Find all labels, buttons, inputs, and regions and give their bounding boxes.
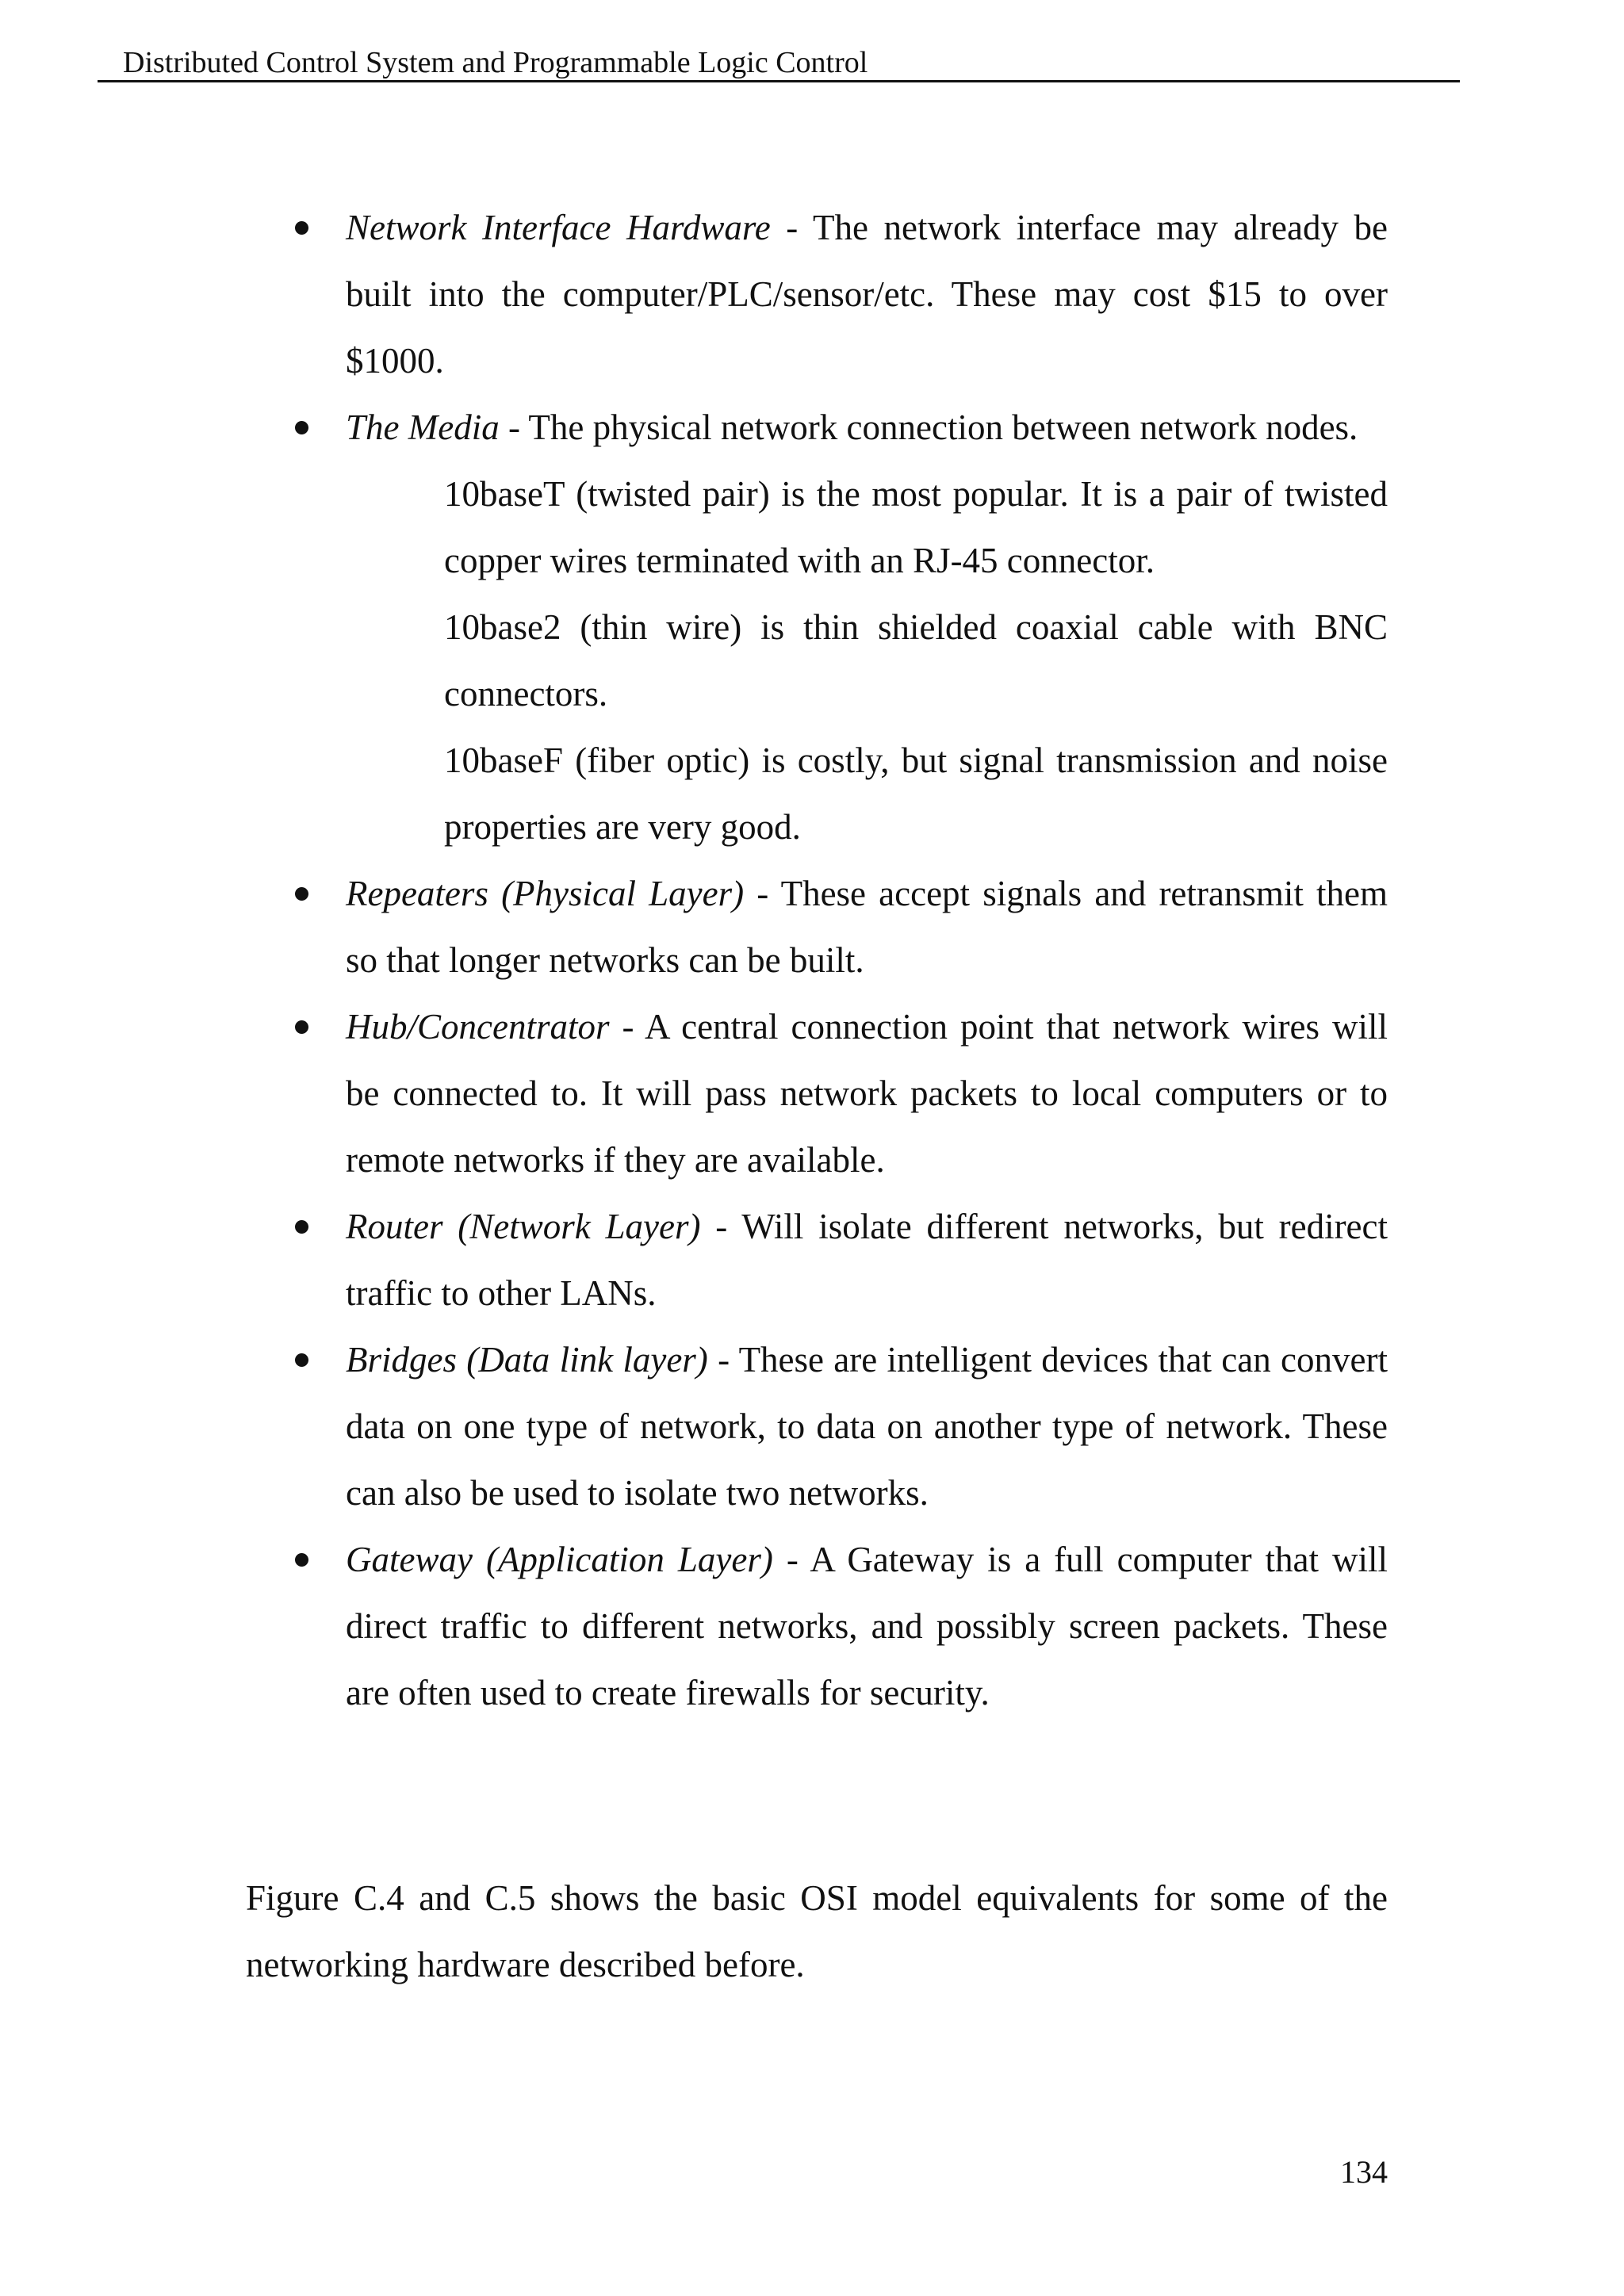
list-item-media bbox=[246, 394, 1388, 860]
media-subitem-10basef: 10baseF (fiber optic) is costly, but signal transmission and noise properties are very good. bbox=[444, 740, 1388, 847]
bullet-icon bbox=[295, 1553, 308, 1567]
bullet-icon bbox=[295, 421, 308, 434]
description-bridges: - These are intelligent devices that can convert data on one type of network, to data on another type of network. These can also be used to isolate two networks. bbox=[346, 1340, 1388, 1513]
header-title: Distributed Control System and Programmable Logic Control bbox=[123, 46, 868, 79]
list-item-gateway bbox=[246, 1526, 1388, 1726]
description-hub: - A central connection point that network wires will be connected to. It will pass network packets to local computers or to remote networks if they are available. bbox=[346, 1007, 1388, 1180]
hardware-list bbox=[246, 194, 1388, 1726]
list-item-router bbox=[246, 1193, 1388, 1326]
term-repeaters: Repeaters (Physical Layer) bbox=[346, 874, 745, 913]
list-item-bridges bbox=[246, 1326, 1388, 1526]
list-item-hub bbox=[246, 993, 1388, 1193]
description-network-interface: - The network interface may already be built into the computer/PLC/sensor/etc. These may cost $15 to over $1000. bbox=[346, 208, 1388, 381]
bullet-icon bbox=[295, 887, 308, 901]
bullet-icon bbox=[295, 1020, 308, 1034]
description-gateway: - A Gateway is a full computer that will direct traffic to different networks, and possibly screen packets. These are often used to create firewalls for security. bbox=[346, 1540, 1388, 1712]
term-media: The Media bbox=[346, 408, 500, 447]
media-subitem-10base2: 10base2 (thin wire) is thin shielded coaxial cable with BNC connectors. bbox=[444, 607, 1388, 714]
figure-reference-paragraph: Figure C.4 and C.5 shows the basic OSI model equivalents for some of the networking hardware described before. bbox=[246, 1878, 1388, 1984]
bullet-icon bbox=[295, 221, 308, 235]
description-media: - The physical network connection between network nodes. bbox=[499, 408, 1358, 447]
main-content bbox=[246, 194, 1388, 1726]
media-subitem-10baset: 10baseT (twisted pair) is the most popular. It is a pair of twisted copper wires terminated with an RJ-45 connector. bbox=[444, 474, 1388, 580]
term-gateway: Gateway (Application Layer) bbox=[346, 1540, 773, 1579]
list-item-repeaters bbox=[246, 860, 1388, 993]
term-router: Router (Network Layer) bbox=[346, 1207, 701, 1246]
term-hub: Hub/Concentrator bbox=[346, 1007, 610, 1047]
page-header bbox=[98, 46, 1460, 82]
bullet-icon bbox=[295, 1220, 308, 1234]
term-network-interface: Network Interface Hardware bbox=[346, 208, 771, 247]
page-number: 134 bbox=[1340, 2154, 1388, 2190]
term-bridges: Bridges (Data link layer) bbox=[346, 1340, 708, 1380]
description-repeaters: - These accept signals and retransmit them so that longer networks can be built. bbox=[346, 874, 1388, 980]
description-router: - Will isolate different networks, but redirect traffic to other LANs. bbox=[346, 1207, 1388, 1313]
list-item-network-interface bbox=[246, 194, 1388, 394]
bullet-icon bbox=[295, 1353, 308, 1367]
